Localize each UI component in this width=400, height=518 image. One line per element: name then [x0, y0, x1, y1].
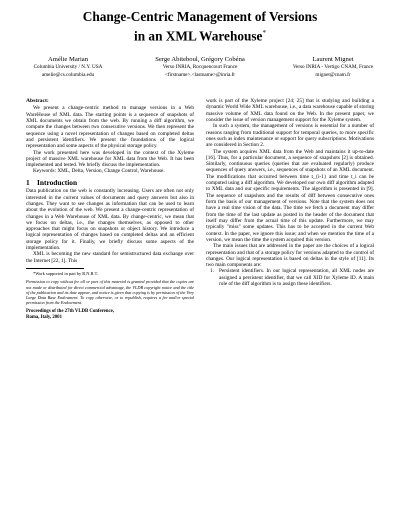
body-paragraph: Data publication on the web is constantly increasing. Users are often not only interested in the current values of documents and query answers but also in changes. They want to see changes as information that can be used to learn about the evolution of the web. We present a change-centric representation of changes in a Web Warehouse of XML data. By change-centric, we mean that we focus on deltas, i.e., the changes themselves, as opposed to other approaches that might focus on snapshots or object history. We introduce a logical representation of changes based on completed deltas and an efficient storage policy for it. Finally, we briefly discuss some aspects of the implementation.: [26, 188, 194, 252]
left-column: [26, 98, 194, 321]
abstract-heading: Abstract:: [26, 98, 49, 104]
title-footnote-mark: *: [262, 29, 266, 37]
author-affiliation: Verso INRIA - Vertigo CNAM, France: [292, 64, 374, 71]
proceedings-location: Roma, Italy, 2001: [26, 314, 62, 320]
section-title: Introduction: [37, 177, 78, 187]
author-block-3: [272, 56, 394, 79]
author-email: mignet@cnam.fr: [315, 71, 351, 78]
proceedings-line: [26, 309, 194, 321]
footnote-rule: [26, 268, 84, 269]
body-paragraph: work is part of the Xyleme project [24; 25] that is studying and building a dynamic World Wide XML warehouse, i.e., a data warehouse capable of storing massive volume of XML data found on the Web. In the present paper, we consider the issue of version management support for the Xyleme system.: [206, 98, 374, 123]
keywords: Keywords: XML, Delta, Version, Change Control, Warehouse.: [33, 168, 165, 175]
abstract-paragraph: The work presented here was developed in the context of the Xyleme project of massive XML warehouse for XML data from the Web. It has been implemented and tested. We briefly discuss the implementation.: [26, 149, 194, 169]
author-email: amelie@cs.columbia.edu: [41, 71, 95, 78]
abstract-paragraph: We present a change-centric method to manage versions in a Web WareHouse of XML data. The starting points is a sequence of snapshots of XML documents we obtain from the web. By running a diff algorithm, we compute the changes between two consecutive versions. We then represent the sequence using a novel representation of changes based on completed deltas and persistent identifiers. We present the foundations of the logical representation and some aspects of the physical storage policy.: [26, 105, 194, 150]
author-name: Amélie Marian: [47, 56, 89, 63]
body-paragraph: The system acquires XML data from the Web and maintains it up-to-date [16]. Thus, for a particular document, a sequence of snapshots [2] is obtained. Similarly, continuous queries (queries that are evaluated regularly) produce sequences of query answers, i.e., sequences of snapshots of an XML document. The modifications that occurred between time t_{i-1} and time t_i can be computed using a diff algorithm. We developed our own diff algorithm adapted to XML data and our specific requirements. The algorithm is presented in [9]. The sequence of snapshots and the results of diff between consecutive ones form the basis of our management of versions. Note that the system does not have a real time vision of the data. The time we fetch a document may differ from the time of the last update as posted in the header of the document that itself may differ from the actual time of this update. Furthermore, we may typically "miss" some updates. This has to be accepted in the current Web context. In the paper, we ignore this issue; and when we mention the time of a version, we mean the time the system acquired this version.: [206, 148, 374, 243]
author-block-2: [128, 56, 272, 79]
list-item-text: Persistent identifiers. In our logical representation, all XML nodes are assigned a persistent identifier, that we call XID for Xyleme ID. A main role of the diff algorithm is to assign these identifiers.: [219, 268, 374, 288]
author-affiliation: Columbia University / N.Y. USA: [33, 64, 103, 71]
list-item-number: 1.: [210, 268, 214, 275]
right-column: [206, 98, 374, 287]
title-line-2: in an XML Warehouse: [134, 28, 263, 44]
author-name: Serge Abiteboul, Grégory Cobéna: [155, 56, 245, 63]
body-paragraph: XML is becoming the new standard for semistructured data exchange over the Internet [22, 1]. This: [26, 251, 194, 264]
section-number: 1: [26, 177, 30, 187]
author-name: Laurent Mignet: [312, 56, 354, 63]
title-line-1: Change-Centric Management of Versions: [82, 9, 318, 24]
author-affiliation: Verso INRIA, Rocquencourt France: [162, 64, 238, 71]
author-block-1: [8, 56, 128, 79]
author-email: <firstname>.<lastname>@inria.fr: [164, 71, 236, 78]
body-paragraph: In such a system, the management of versions is essential for a number of reasons ranging from traditional support for temporal queries, to more specific ones such as index maintenance or support for query subscriptions. Motivations are considered in Section 2.: [206, 123, 374, 149]
abstract: [26, 98, 194, 175]
permission-notice: Permission to copy without fee all or part of this material is granted provided that the copies are not made or distributed for direct commercial advantage, the VLDB copyright notice and the title of the publication and its date appear, and notice is given that copying is by permission of the Very Large Data Base Endowment. To copy otherwise, or to republish, requires a fee and/or special permission from the Endowment.: [26, 279, 194, 305]
section-heading-introduction: [26, 178, 194, 187]
paper-title: [20, 9, 380, 44]
body-paragraph: The main issues that are addressed in the paper are the choices of a logical representation and that of a storage policy for versions adapted to the control of changes. Our logical representation is based on deltas in the style of [11]. Its two main components are:: [206, 243, 374, 269]
footnote: *Work supported in part by R.N.R.T.: [33, 271, 99, 276]
list-item: [206, 268, 374, 287]
proceedings-conference: Proceedings of the 27th VLDB Conference,: [26, 308, 114, 314]
